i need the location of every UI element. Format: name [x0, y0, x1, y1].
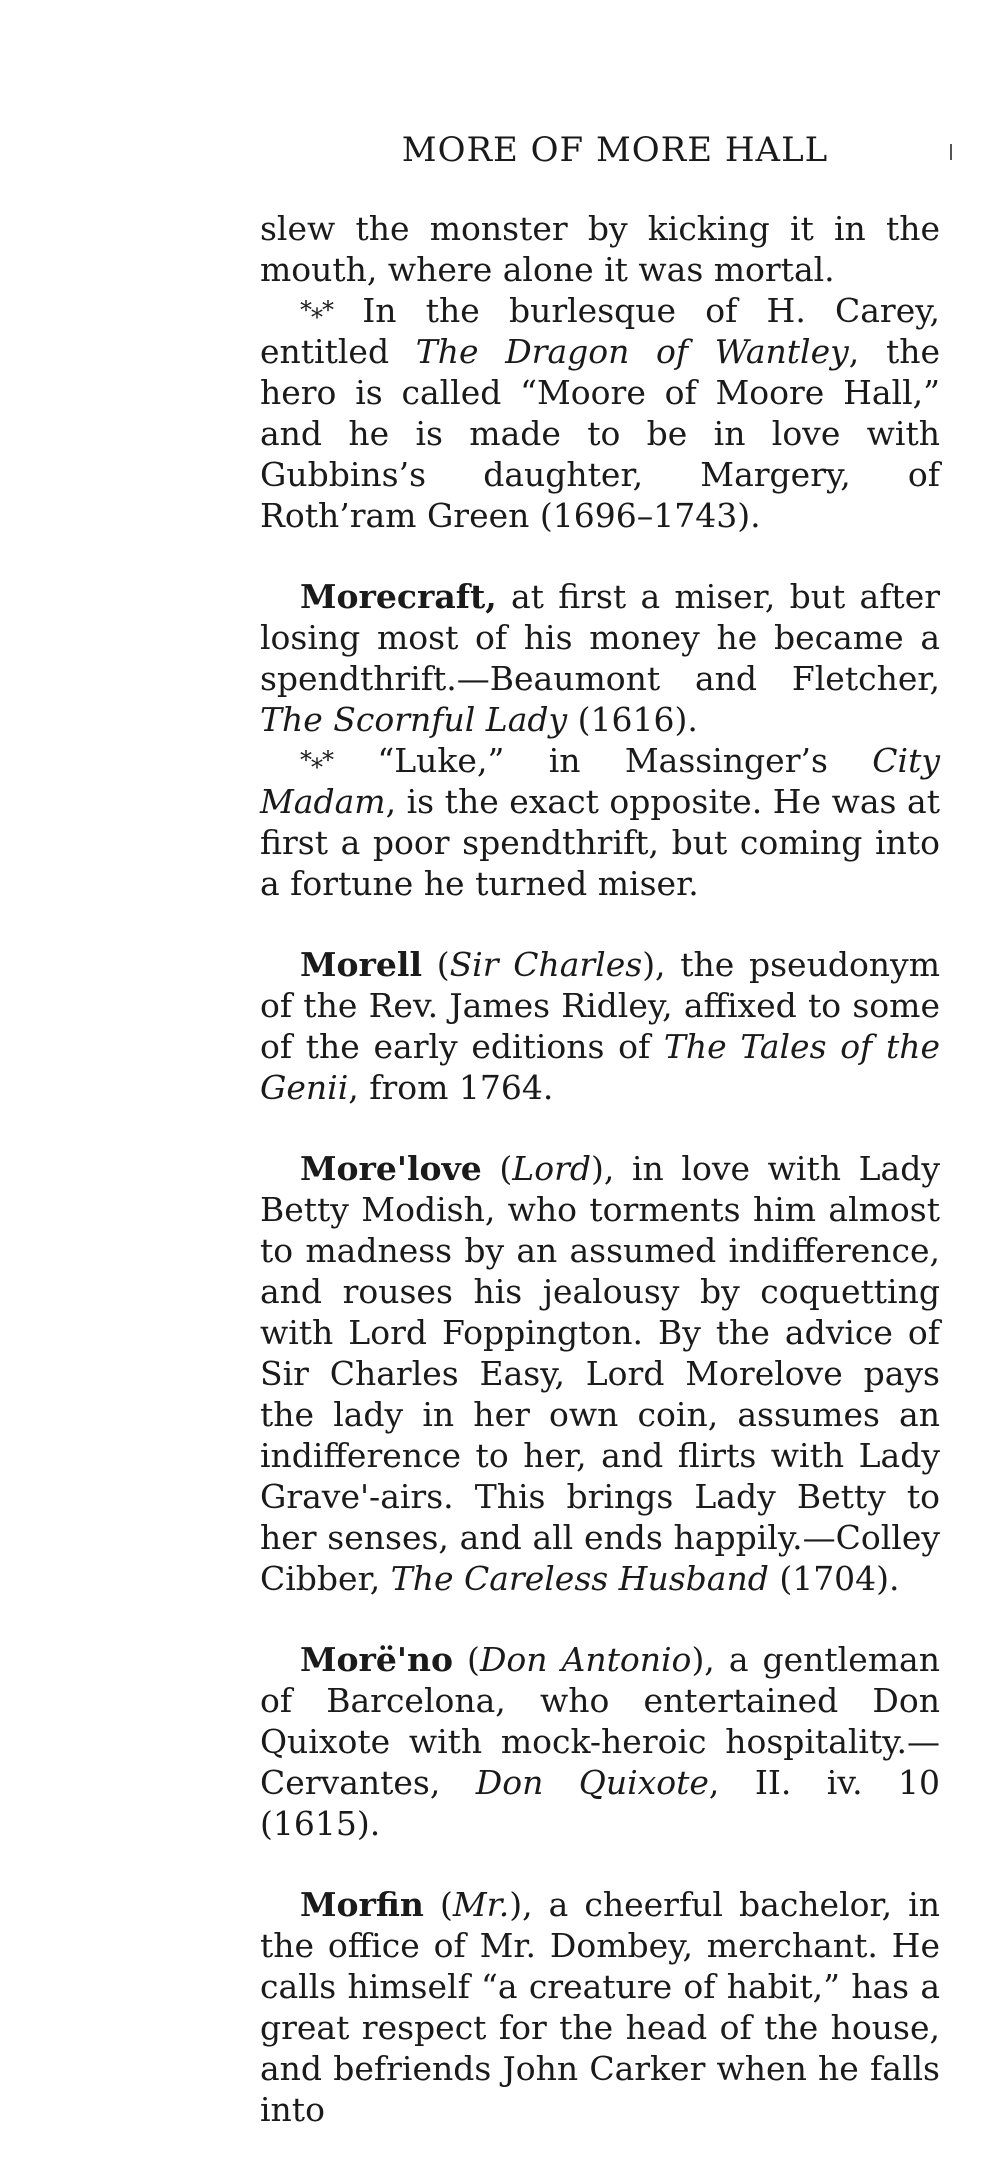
asterism: *⁎* [300, 746, 333, 774]
paragraph-text: (1704). [768, 1559, 900, 1598]
entry-morecraft [260, 576, 940, 740]
entry-morfin [260, 1884, 940, 2130]
paragraph-text: at first a miser, but after losing most of his money he became a spendthrift.—Beaumont and Fletcher, [260, 577, 940, 698]
entry-headword: Morë'no [300, 1640, 454, 1679]
entry-morell [260, 944, 940, 1108]
work-title: The Dragon of Wantley [415, 332, 849, 371]
work-title: City Madam [260, 741, 940, 821]
running-header: MORE OF MORE HALL [401, 130, 829, 170]
paragraph-text: (1616). [567, 700, 698, 739]
paragraph-text: ( [422, 945, 450, 984]
paragraph-continuation [260, 208, 940, 290]
paragraph-text: , the hero is called “Moore of Moore Hall,” and he is made to be in love with Gubbins’s daughter, Margery, of Roth’ram Green (1696–1743). [260, 332, 940, 535]
paragraph-text: ), the pseudonym of the Rev. James Ridley, affixed to some of the early editions of [260, 945, 940, 1066]
note-carey [260, 290, 940, 536]
note-luke [260, 740, 940, 904]
text-column [260, 208, 940, 2130]
paragraph-text: , II. iv. 10 (1615). [260, 1763, 940, 1843]
work-title: The Tales of the Genii [260, 1027, 941, 1107]
paragraph-text: ( [453, 1640, 480, 1679]
entry-title: Sir Charles [449, 945, 643, 984]
paragraph-text: ), a gentleman of Barcelona, who entertained Don Quixote with mock-heroic hospitality.—Cervantes, [260, 1640, 940, 1802]
work-title: Don Quixote [475, 1763, 709, 1802]
work-title: The Scornful Lady [260, 700, 568, 739]
paragraph-text: , from 1764. [348, 1068, 554, 1107]
paragraph-text: slew the monster by kicking it in the mouth, where alone it was mortal. [260, 209, 940, 289]
entry-headword: Morfin [300, 1885, 424, 1924]
paragraph-text: ( [423, 1885, 453, 1924]
entry-title: Don Antonio [479, 1640, 692, 1679]
header-mark [950, 144, 952, 160]
paragraph-text: , is the exact opposite. He was at first a poor spendthrift, but coming into a fortune he turned miser. [260, 782, 940, 903]
work-title: The Careless Husband [390, 1559, 769, 1598]
paragraph-text: In the burlesque of H. Carey, entitled [260, 291, 940, 371]
paragraph-text: ), a cheerful bachelor, in the office of Mr. Dombey, merchant. He calls himself “a creature of habit,” has a great respect for the head of the house, and befriends John Carker when he falls into [260, 1885, 940, 2129]
paragraph-text: “Luke,” in Massinger’s [333, 741, 873, 780]
entry-moreno [260, 1639, 940, 1844]
entry-morelove [260, 1148, 940, 1599]
entry-title: Mr. [452, 1885, 510, 1924]
entry-title: Lord [512, 1149, 591, 1188]
entry-headword: Morell [300, 945, 422, 984]
entry-headword: Morecraft, [300, 577, 497, 616]
asterism: *⁎* [300, 296, 333, 324]
paragraph-text: ), in love with Lady Betty Modish, who torments him almost to madness by an assumed indifference, and rouses his jealousy by coquetting with Lord Foppington. By the advice of Sir Charles Easy, Lord Morelove pays the lady in her own coin, assumes an indifference to her, and flirts with Lady Grave'-airs. This brings Lady Betty to her senses, and all ends happily.—Colley Cibber, [260, 1149, 940, 1598]
entry-headword: More'love [300, 1149, 482, 1188]
paragraph-text: ( [481, 1149, 513, 1188]
